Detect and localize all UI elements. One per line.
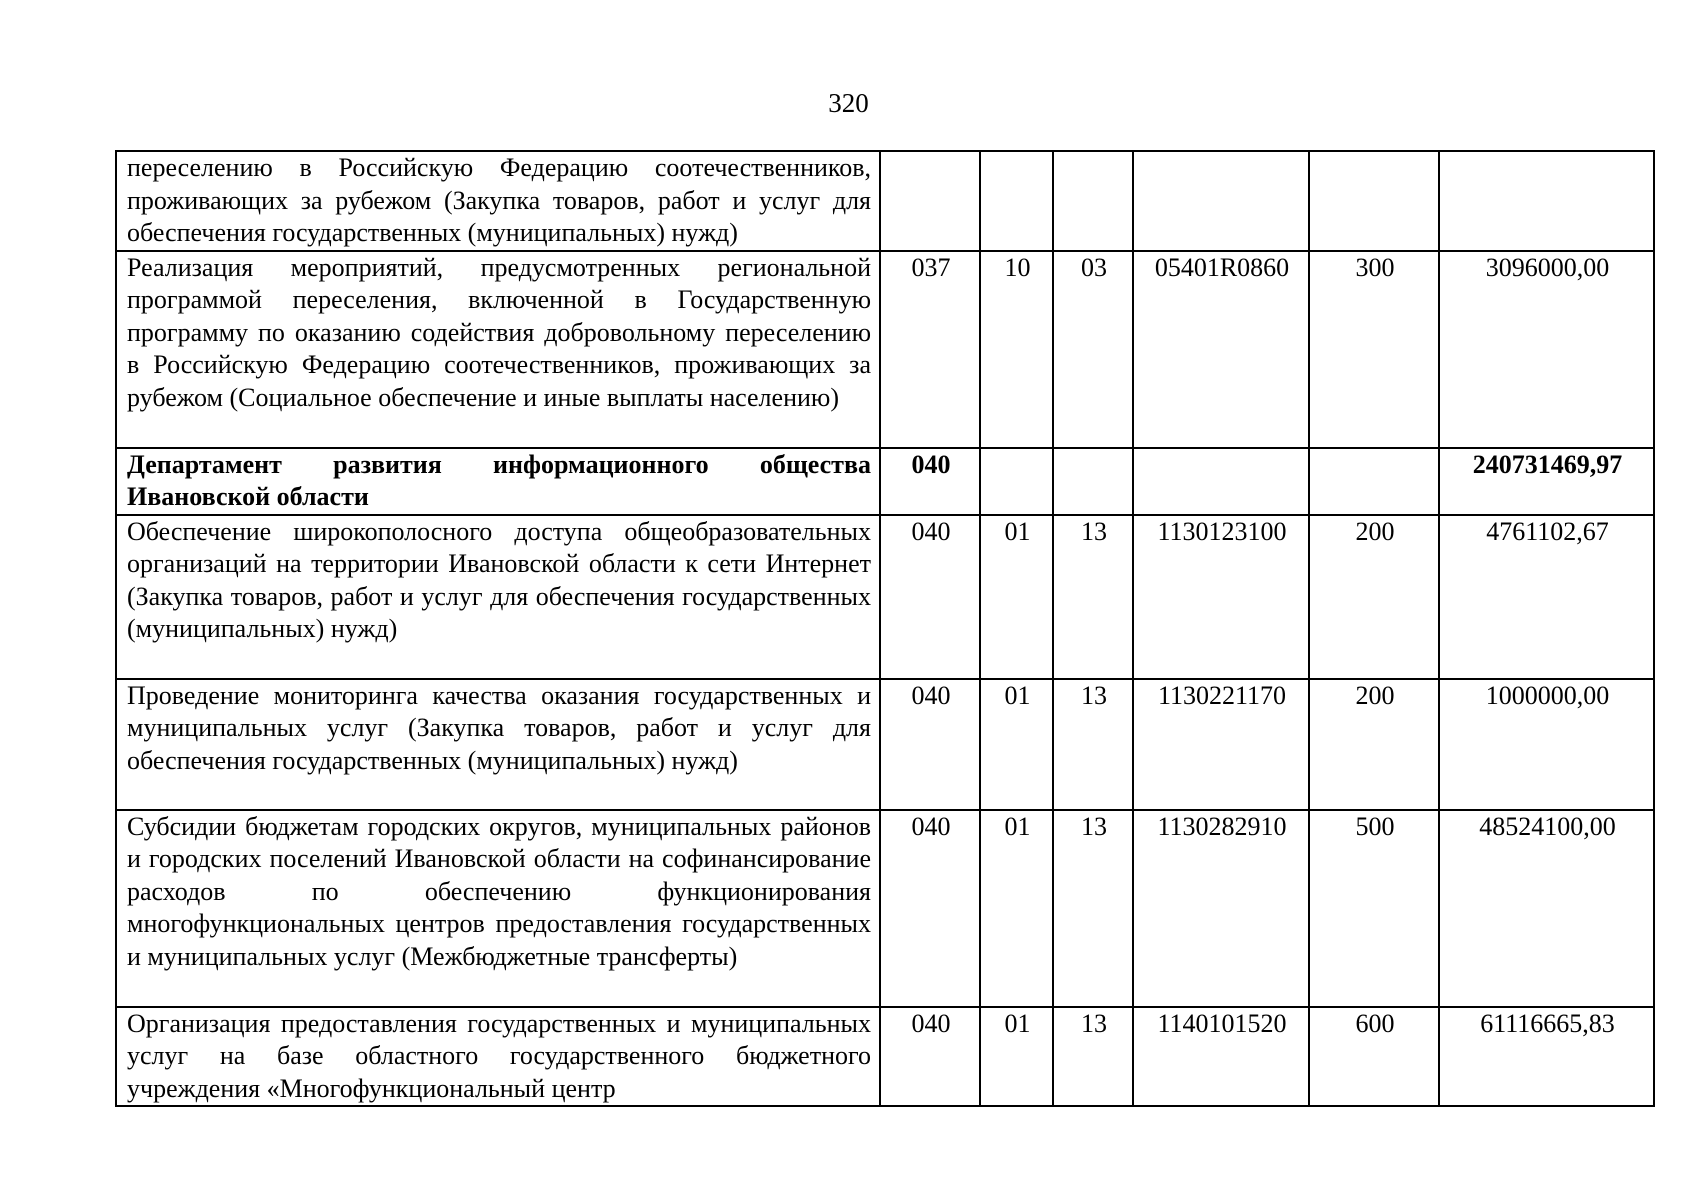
ministry-code: 040 — [880, 1007, 980, 1107]
expense-type-code: 500 — [1309, 810, 1439, 1007]
budget-table — [115, 150, 1655, 1107]
row-description: Организация предоставления государственных и муниципальных услуг на базе областного государственного бюджетного учреждения «Многофункциональный центр — [116, 1007, 880, 1107]
target-article-code — [1133, 151, 1309, 251]
amount: 3096000,00 — [1439, 251, 1654, 448]
section-code: 01 — [980, 515, 1053, 679]
ministry-code: 040 — [880, 679, 980, 810]
ministry-code — [880, 151, 980, 251]
row-description: Обеспечение широкополосного доступа общеобразовательных организаций на территории Ивановской области к сети Интернет (Закупка товаров, работ и услуг для обеспечения государственных (муниципальных) нужд) — [116, 515, 880, 679]
section-code: 01 — [980, 810, 1053, 1007]
amount: 240731469,97 — [1439, 448, 1654, 515]
amount: 48524100,00 — [1439, 810, 1654, 1007]
row-description: переселению в Российскую Федерацию соотечественников, проживающих за рубежом (Закупка товаров, работ и услуг для обеспечения государственных (муниципальных) нужд) — [116, 151, 880, 251]
table-row — [116, 515, 1654, 679]
expense-type-code: 200 — [1309, 515, 1439, 679]
amount: 61116665,83 — [1439, 1007, 1654, 1107]
expense-type-code — [1309, 151, 1439, 251]
page-number: 320 — [828, 88, 869, 118]
subsection-code — [1053, 151, 1133, 251]
section-code — [980, 151, 1053, 251]
table-row — [116, 151, 1654, 251]
row-description: Проведение мониторинга качества оказания государственных и муниципальных услуг (Закупка товаров, работ и услуг для обеспечения государственных (муниципальных) нужд) — [116, 679, 880, 810]
ministry-code: 037 — [880, 251, 980, 448]
amount — [1439, 151, 1654, 251]
target-article-code: 05401R0860 — [1133, 251, 1309, 448]
table-row — [116, 1007, 1654, 1107]
ministry-code: 040 — [880, 810, 980, 1007]
table-row — [116, 810, 1654, 1007]
section-code — [980, 448, 1053, 515]
table-row — [116, 448, 1654, 515]
target-article-code: 1130123100 — [1133, 515, 1309, 679]
ministry-code: 040 — [880, 515, 980, 679]
section-code: 01 — [980, 679, 1053, 810]
expense-type-code: 300 — [1309, 251, 1439, 448]
target-article-code: 1130282910 — [1133, 810, 1309, 1007]
subsection-code: 03 — [1053, 251, 1133, 448]
section-code: 10 — [980, 251, 1053, 448]
subsection-code: 13 — [1053, 515, 1133, 679]
amount: 1000000,00 — [1439, 679, 1654, 810]
target-article-code: 1130221170 — [1133, 679, 1309, 810]
expense-type-code: 600 — [1309, 1007, 1439, 1107]
subsection-code: 13 — [1053, 1007, 1133, 1107]
subsection-code — [1053, 448, 1133, 515]
expense-type-code: 200 — [1309, 679, 1439, 810]
expense-type-code — [1309, 448, 1439, 515]
amount: 4761102,67 — [1439, 515, 1654, 679]
ministry-code: 040 — [880, 448, 980, 515]
subsection-code: 13 — [1053, 679, 1133, 810]
subsection-code: 13 — [1053, 810, 1133, 1007]
row-description: Департамент развития информационного общества Ивановской области — [116, 448, 880, 515]
table-row — [116, 251, 1654, 448]
table-row — [116, 679, 1654, 810]
section-code: 01 — [980, 1007, 1053, 1107]
row-description: Субсидии бюджетам городских округов, муниципальных районов и городских поселений Ивановской области на софинансирование расходов по обеспечению функционирования многофункциональных центров предоставления государственных и муниципальных услуг (Межбюджетные трансферты) — [116, 810, 880, 1007]
target-article-code — [1133, 448, 1309, 515]
table-body — [116, 151, 1654, 1106]
row-description: Реализация мероприятий, предусмотренных региональной программой переселения, включенной в Государственную программу по оказанию содействия добровольному переселению в Российскую Федерацию соотечественников, проживающих за рубежом (Социальное обеспечение и иные выплаты населению) — [116, 251, 880, 448]
target-article-code: 1140101520 — [1133, 1007, 1309, 1107]
